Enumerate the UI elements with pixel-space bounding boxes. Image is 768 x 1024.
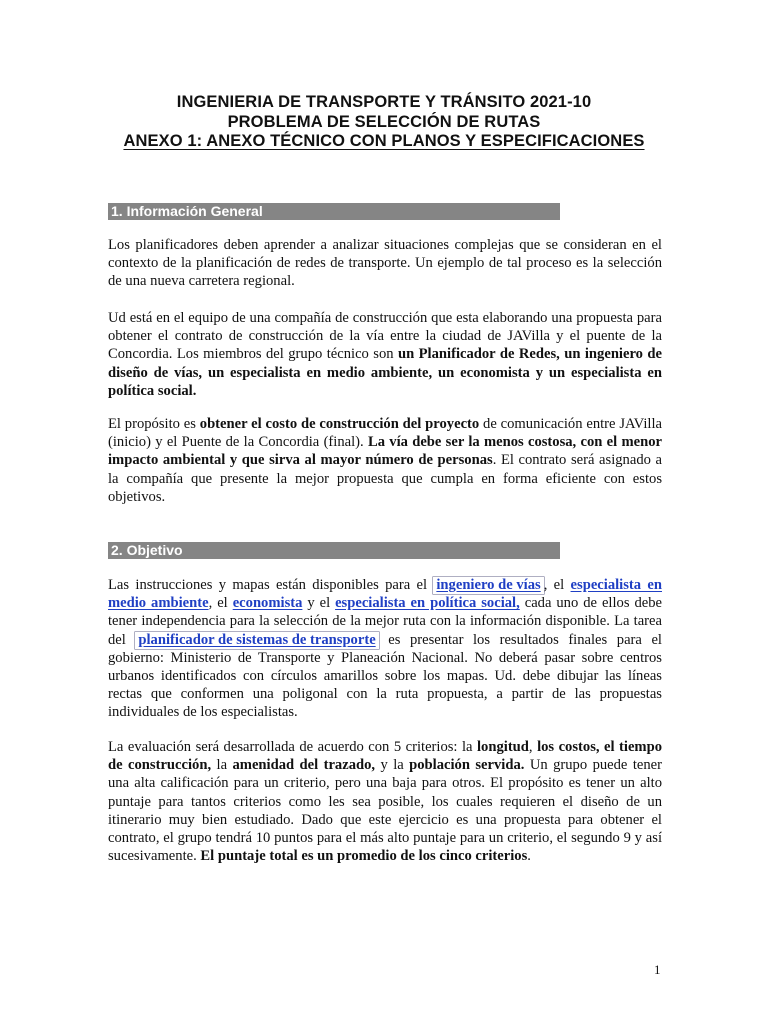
role-link-economist[interactable]: economista xyxy=(232,595,303,612)
instructions-text-4: y el xyxy=(302,595,336,612)
instructions-text-3: , el xyxy=(208,595,233,612)
paragraph-instructions xyxy=(108,576,662,722)
paragraph-planners: Los planificadores deben aprender a analizar situaciones complejas que se consideran en el contexto de la planificación de redes de transporte. Un ejemplo de tal proceso es la selección de una nueva carretera regional. xyxy=(108,237,662,290)
paragraph-evaluation xyxy=(108,738,662,865)
role-link-environment-specialist[interactable]: especialista en medio ambiente xyxy=(108,577,662,612)
instructions-text-6: es presentar los resultados finales para el gobierno: Ministerio de Transporte y Planeación Nacional. No deberá pasar sobre centros urbanos identificados con círculos amarillos sobre los mapas. Ud. debe dibujar las líneas rectas que conformen una poligonal con la ruta propuesta, a partir de las propuestas individuales de los especialistas. xyxy=(108,631,662,721)
criterion-amenity: amenidad del trazado, xyxy=(232,757,376,774)
purpose-text-1: El propósito es xyxy=(108,416,200,432)
purpose-highlight-requirements: La vía debe ser la menos costosa, con el menor impacto ambiental y que sirva al mayor número de personas xyxy=(108,434,662,469)
evaluation-text-3: la xyxy=(211,757,233,774)
evaluation-text-6: . xyxy=(527,848,531,865)
section-heading-general-info: 1. Información General xyxy=(108,203,560,220)
criterion-population: población servida. xyxy=(409,757,525,774)
criterion-length: longitud xyxy=(477,739,529,755)
team-intro-text: Ud está en el equipo de una compañía de construcción que esta elaborando una propuesta para obtener el contrato de construcción de la vía entre la ciudad de JAVilla y el puente de la Concordia. Los miembros del grupo técnico son xyxy=(108,310,662,363)
section-heading-objective: 2. Objetivo xyxy=(108,542,560,559)
role-link-social-policy-specialist[interactable]: especialista en política social, xyxy=(335,595,520,612)
team-members-text: un Planificador de Redes, un ingeniero de diseño de vías, un especialista en medio ambiente, un economista y un especialista en política social. xyxy=(108,346,662,399)
evaluation-text-5: Un grupo puede tener una alta calificación para un criterio, pero una baja para otros. El propósito es tener un alto puntaje para tantos criterios como les sea posible, los cuales requieren el diseño de un itinerario muy bien estudiado. Dado que este ejercicio es una propuesta para obtener el contrato, el grupo tendrá 10 puntos para el más alto puntaje para un criterio, el segundo 9 y así sucesivamente. xyxy=(108,757,662,865)
course-title: INGENIERIA DE TRANSPORTE Y TRÁNSITO 2021-10 xyxy=(176,93,592,111)
role-link-road-engineer[interactable]: ingeniero de vías xyxy=(433,577,543,594)
evaluation-text-2: , xyxy=(528,739,538,755)
criterion-costs-time: los costos, el tiempo de construcción, xyxy=(108,739,662,774)
instructions-text-2: , el xyxy=(543,577,571,593)
annex-title: ANEXO 1: ANEXO TÉCNICO CON PLANOS Y ESPECIFICACIONES xyxy=(123,132,645,150)
paragraph-team xyxy=(108,309,662,400)
evaluation-total-score: El puntaje total es un promedio de los cinco criterios xyxy=(200,848,528,865)
paragraph-purpose xyxy=(108,415,662,506)
page-number: 1 xyxy=(654,962,661,977)
purpose-highlight-cost: obtener el costo de construcción del proyecto xyxy=(199,416,480,432)
evaluation-text-1: La evaluación será desarrollada de acuerdo con 5 criterios: la xyxy=(108,739,477,755)
evaluation-text-4: y la xyxy=(375,757,410,774)
role-link-transport-planner[interactable]: planificador de sistemas de transporte xyxy=(135,632,378,649)
instructions-text-5: cada uno de ellos debe tener independencia para la selección de la mejor ruta con la información disponible. La tarea del xyxy=(108,595,662,648)
purpose-text-3: . El contrato será asignado a la compañía que presente la mejor propuesta que cumpla en forma eficiente con estos objetivos. xyxy=(108,452,662,505)
purpose-text-2: de comunicación entre JAVilla (inicio) y el Puente de la Concordia (final). xyxy=(108,416,662,451)
document-title xyxy=(0,93,768,152)
instructions-text-1: Las instrucciones y mapas están disponibles para el xyxy=(108,577,434,593)
problem-title: PROBLEMA DE SELECCIÓN DE RUTAS xyxy=(227,112,541,131)
